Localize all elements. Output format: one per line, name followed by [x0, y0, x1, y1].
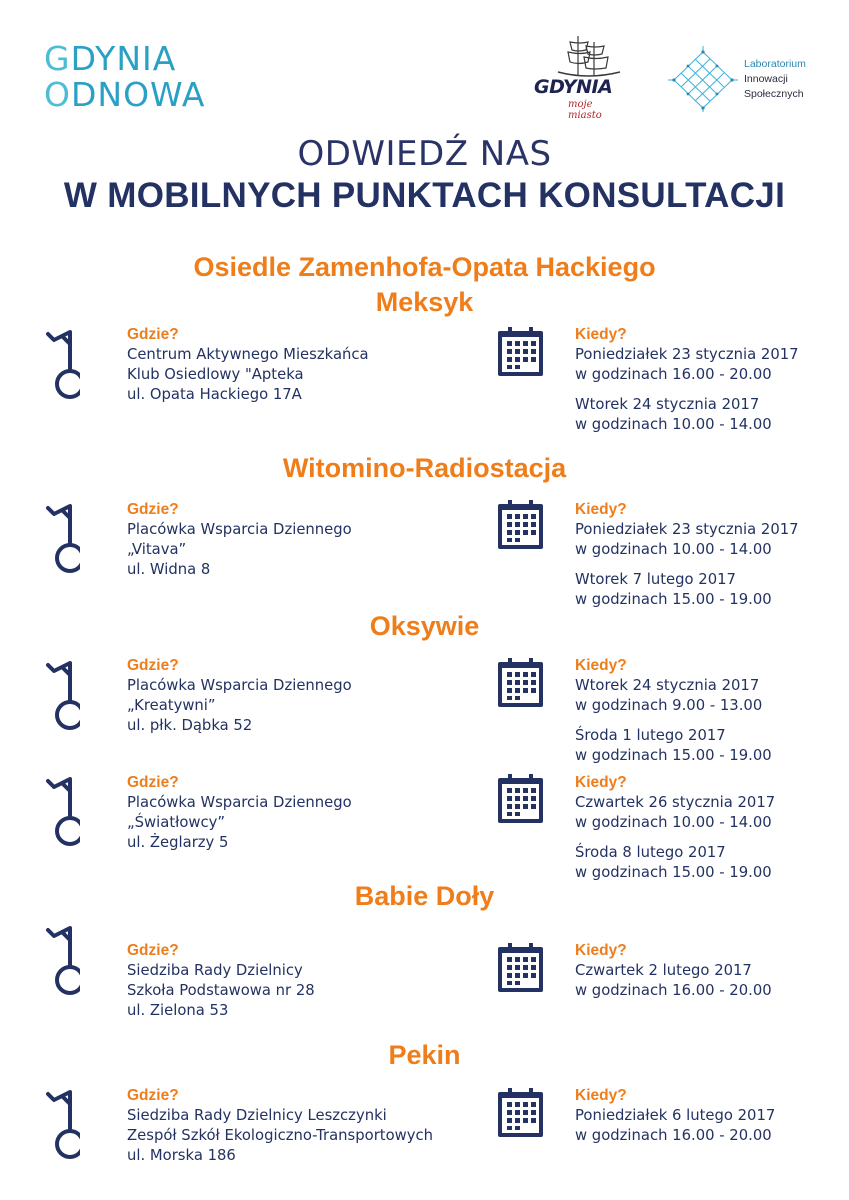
- location-pin-icon: [44, 926, 80, 996]
- location-pin-icon: [44, 1090, 80, 1160]
- when-hours: w godzinach 16.00 - 20.00: [575, 982, 772, 999]
- where-line: Szkoła Podstawowa nr 28: [127, 982, 315, 999]
- lab-logo-text: Laboratorium Innowacji Społecznych: [744, 58, 806, 100]
- network-grid-icon: [668, 46, 738, 112]
- when-block: [575, 941, 772, 1001]
- where-line: Placówka Wsparcia Dziennego: [127, 794, 352, 811]
- when-label: Kiedy?: [575, 1087, 627, 1104]
- when-date: Czwartek 2 lutego 2017: [575, 962, 752, 979]
- where-line: ul. płk. Dąbka 52: [127, 717, 253, 734]
- location-pin-icon: [44, 777, 80, 847]
- logo-line-1: GDYNIA: [44, 39, 177, 78]
- where-block: [127, 773, 352, 853]
- calendar-icon: [498, 327, 543, 376]
- when-hours: w godzinach 10.00 - 14.00: [575, 814, 772, 831]
- calendar-icon: [498, 1088, 543, 1137]
- calendar-icon: [498, 774, 543, 823]
- where-line: Placówka Wsparcia Dziennego: [127, 521, 352, 538]
- when-date: Poniedziałek 23 stycznia 2017: [575, 521, 799, 538]
- where-line: ul. Zielona 53: [127, 1002, 229, 1019]
- location-pin-icon: [44, 504, 80, 574]
- location-pin-icon: [44, 661, 80, 731]
- where-label: Gdzie?: [127, 774, 179, 791]
- lab-innovation-logo: [668, 46, 818, 112]
- when-label: Kiedy?: [575, 501, 627, 518]
- sailing-ship-icon: [528, 32, 628, 82]
- where-line: Siedziba Rady Dzielnicy Leszczynki: [127, 1107, 387, 1124]
- when-hours: w godzinach 10.00 - 14.00: [575, 541, 772, 558]
- when-hours: w godzinach 16.00 - 20.00: [575, 366, 772, 383]
- when-date: Wtorek 24 stycznia 2017: [575, 396, 760, 413]
- gdynia-odnowa-logo: [44, 39, 234, 114]
- when-date: Wtorek 7 lutego 2017: [575, 571, 736, 588]
- when-hours: w godzinach 9.00 - 13.00: [575, 697, 763, 714]
- when-hours: w godzinach 15.00 - 19.00: [575, 864, 772, 881]
- where-label: Gdzie?: [127, 942, 179, 959]
- calendar-icon: [498, 943, 543, 992]
- when-block: [575, 656, 772, 766]
- where-line: ul. Żeglarzy 5: [127, 834, 229, 851]
- where-line: „Kreatywni”: [127, 697, 216, 714]
- when-date: Środa 1 lutego 2017: [575, 727, 726, 744]
- title-line-1: ODWIEDŹ NAS: [297, 134, 552, 174]
- when-hours: w godzinach 15.00 - 19.00: [575, 747, 772, 764]
- where-line: Centrum Aktywnego Mieszkańca: [127, 346, 369, 363]
- where-line: ul. Opata Hackiego 17A: [127, 386, 302, 403]
- where-line: ul. Widna 8: [127, 561, 211, 578]
- when-label: Kiedy?: [575, 774, 627, 791]
- when-hours: w godzinach 16.00 - 20.00: [575, 1127, 772, 1144]
- when-date: Poniedziałek 23 stycznia 2017: [575, 346, 799, 363]
- where-block: [127, 325, 369, 405]
- calendar-icon: [498, 658, 543, 707]
- when-block: [575, 325, 799, 435]
- district-heading-babie-doly: Babie Doły: [354, 881, 495, 911]
- when-hours: w godzinach 15.00 - 19.00: [575, 591, 772, 608]
- where-label: Gdzie?: [127, 1087, 179, 1104]
- district-heading-meksyk: Meksyk: [375, 287, 474, 317]
- location-pin-icon: [44, 330, 80, 400]
- when-label: Kiedy?: [575, 942, 627, 959]
- where-line: ul. Morska 186: [127, 1147, 236, 1164]
- gdynia-city-logo: GDYNIA moje miasto: [528, 32, 628, 110]
- district-heading-pekin: Pekin: [388, 1040, 461, 1070]
- when-date: Wtorek 24 stycznia 2017: [575, 677, 760, 694]
- where-block: [127, 1086, 433, 1166]
- district-heading-zamenhofa: Osiedle Zamenhofa-Opata Hackiego: [193, 252, 656, 282]
- where-block: [127, 941, 315, 1021]
- where-line: Klub Osiedlowy "Apteka: [127, 366, 304, 383]
- where-line: „Światłowcy”: [127, 814, 226, 831]
- logo-line-2: ODNOWA: [44, 75, 206, 114]
- title-line-2: W MOBILNYCH PUNKTACH KONSULTACJI: [63, 176, 786, 215]
- where-label: Gdzie?: [127, 657, 179, 674]
- where-label: Gdzie?: [127, 326, 179, 343]
- when-block: [575, 773, 775, 883]
- where-label: Gdzie?: [127, 501, 179, 518]
- where-line: „Vitava”: [127, 541, 187, 558]
- when-date: Środa 8 lutego 2017: [575, 844, 726, 861]
- district-heading-witomino: Witomino-Radiostacja: [282, 453, 567, 483]
- when-block: [575, 1086, 775, 1146]
- where-line: Placówka Wsparcia Dziennego: [127, 677, 352, 694]
- calendar-icon: [498, 500, 543, 549]
- when-date: Poniedziałek 6 lutego 2017: [575, 1107, 776, 1124]
- where-block: [127, 656, 352, 736]
- when-hours: w godzinach 10.00 - 14.00: [575, 416, 772, 433]
- when-label: Kiedy?: [575, 326, 627, 343]
- when-date: Czwartek 26 stycznia 2017: [575, 794, 776, 811]
- where-line: Zespół Szkół Ekologiczno-Transportowych: [127, 1127, 434, 1144]
- when-label: Kiedy?: [575, 657, 627, 674]
- when-block: [575, 500, 799, 610]
- where-block: [127, 500, 352, 580]
- district-heading-oksywie: Oksywie: [369, 611, 480, 641]
- where-line: Siedziba Rady Dzielnicy: [127, 962, 303, 979]
